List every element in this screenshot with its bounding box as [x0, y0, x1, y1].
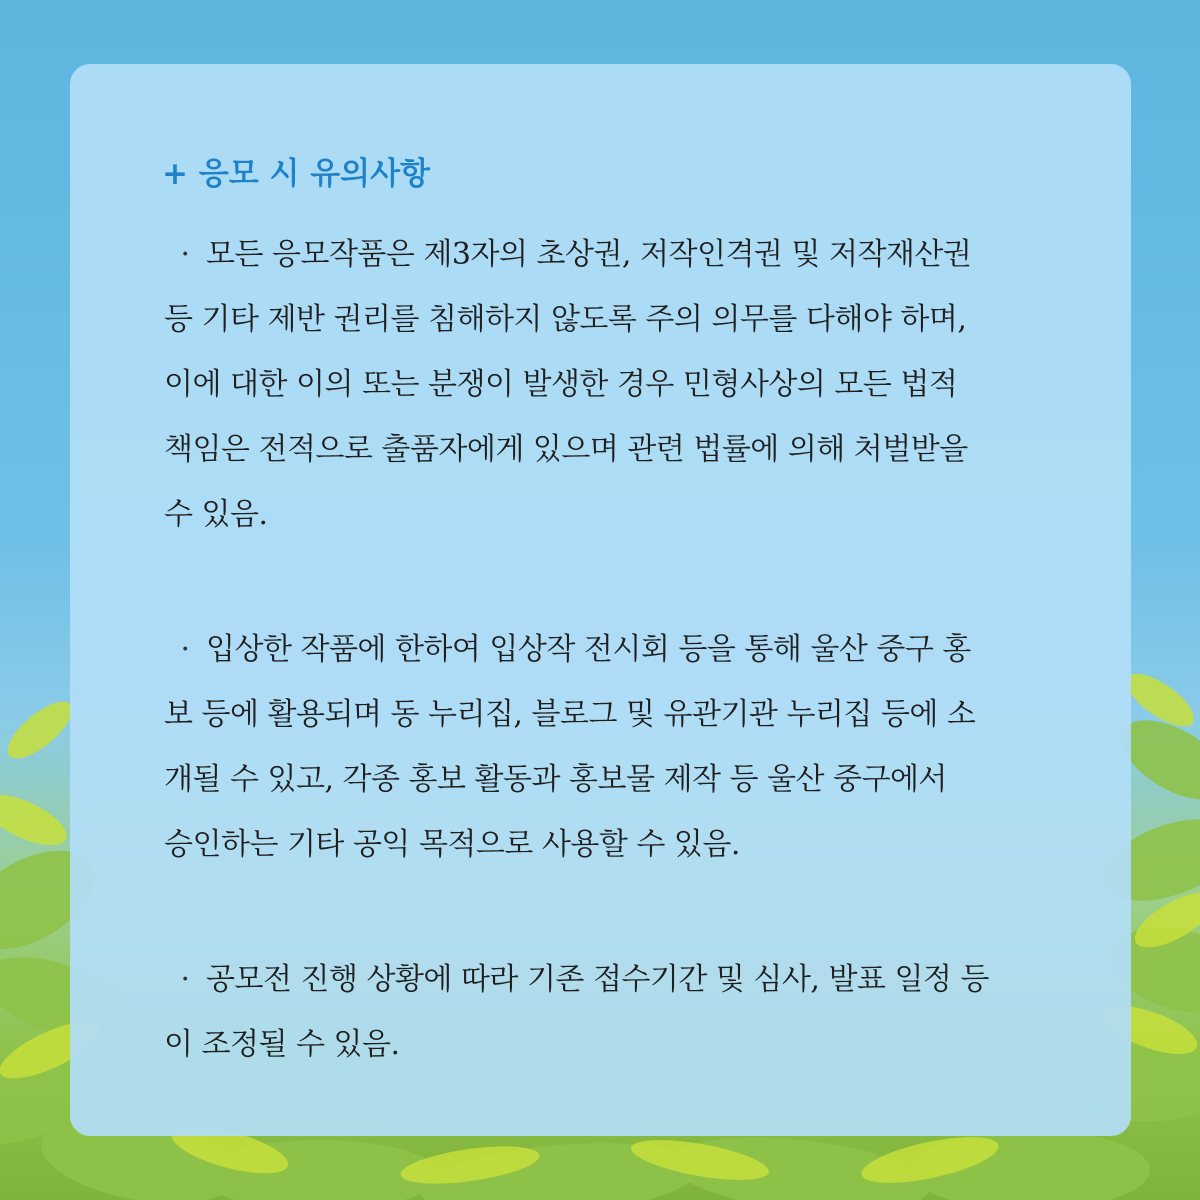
notice-line: 이에 대한 이의 또는 분쟁이 발생한 경우 민형사상의 모든 법적	[164, 367, 958, 402]
notice-item-rights	[164, 222, 1064, 547]
bullet-icon: ·	[180, 962, 190, 997]
notice-line: 입상한 작품에 한하여 입상작 전시회 등을 통해 울산 중구 홍	[206, 632, 971, 667]
bullet-icon: ·	[180, 237, 190, 272]
bullet-icon: ·	[180, 632, 190, 667]
notice-line: 개될 수 있고, 각종 홍보 활동과 홍보물 제작 등 울산 중구에서	[164, 762, 947, 797]
notice-list	[164, 222, 1064, 1147]
notice-item-usage	[164, 617, 1064, 877]
notice-line: 책임은 전적으로 출품자에게 있으며 관련 법률에 의해 처벌받을	[164, 432, 968, 467]
notice-line: 이 조정될 수 있음.	[164, 1027, 400, 1062]
notice-line: 등 기타 제반 권리를 침해하지 않도록 주의 의무를 다해야 하며,	[164, 302, 967, 337]
notice-line: 수 있음.	[164, 497, 268, 532]
notice-line: 보 등에 활용되며 동 누리집, 블로그 및 유관기관 누리집 등에 소	[164, 697, 976, 732]
notice-line: 모든 응모작품은 제3자의 초상권, 저작인격권 및 저작재산권	[206, 237, 972, 272]
notice-heading: + 응모 시 유의사항	[162, 156, 430, 192]
notice-line: 공모전 진행 상황에 따라 기존 접수기간 및 심사, 발표 일정 등	[206, 962, 989, 997]
notice-line: 승인하는 기타 공익 목적으로 사용할 수 있음.	[164, 827, 740, 862]
notice-item-schedule	[164, 947, 1064, 1077]
